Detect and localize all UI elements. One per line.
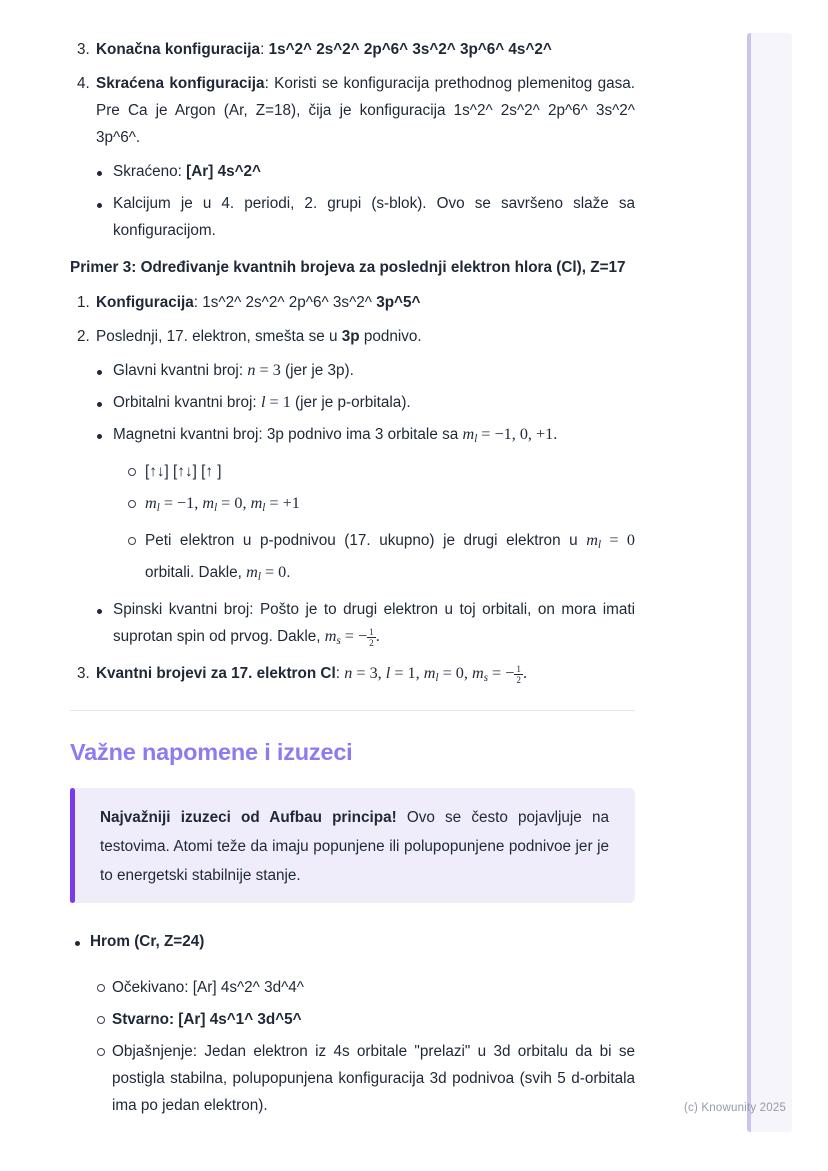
text-run: . bbox=[286, 564, 291, 582]
document-content bbox=[70, 36, 635, 1124]
rich-text bbox=[90, 928, 635, 955]
math-run: = 1 bbox=[265, 393, 291, 411]
math-subscript: s bbox=[336, 635, 341, 648]
math-variable: m bbox=[202, 494, 215, 513]
bold-text-run: Konfiguracija bbox=[96, 294, 194, 311]
math-subscript: l bbox=[435, 672, 439, 685]
rich-text bbox=[96, 660, 635, 692]
rich-text bbox=[145, 527, 635, 591]
circle-bullet-icon bbox=[97, 1048, 105, 1056]
math-variable: m bbox=[462, 425, 475, 443]
math-variable: n bbox=[247, 361, 256, 379]
math-subscript: l bbox=[214, 502, 218, 515]
bold-text-run: 3p^5^ bbox=[376, 294, 421, 311]
bold-paragraph bbox=[70, 254, 635, 281]
bullet-dot-icon bbox=[75, 941, 80, 946]
math-run: = +1 bbox=[265, 494, 300, 513]
math-subscript: l bbox=[156, 502, 160, 515]
math-subscript: l bbox=[474, 433, 478, 446]
list-number: 2. bbox=[77, 328, 90, 345]
bullet-list-item bbox=[70, 421, 635, 453]
callout bbox=[70, 788, 635, 903]
bullet-dot-icon bbox=[97, 434, 102, 439]
text-run: orbitali. Dakle, bbox=[145, 564, 247, 582]
math-subscript: l bbox=[262, 502, 266, 515]
list-marker bbox=[128, 490, 145, 517]
ordered-list-item bbox=[70, 289, 635, 316]
bullet-list-item bbox=[70, 357, 635, 384]
math-subscript: s bbox=[483, 672, 488, 685]
math-subscript: l bbox=[597, 539, 601, 552]
sub-bullet-item bbox=[70, 1038, 635, 1119]
math-run: = 0, bbox=[438, 664, 472, 683]
bold-text-run: 1s^2^ 2s^2^ 2p^6^ 3s^2^ 3p^6^ 4s^2^ bbox=[268, 41, 552, 58]
bold-text-run: Primer 3: Određivanje kvantnih brojeva za poslednji elektron hlora (Cl), Z=17 bbox=[70, 259, 626, 276]
circle-bullet-icon bbox=[128, 500, 136, 508]
ordered-list-item bbox=[70, 36, 635, 63]
rich-text bbox=[113, 389, 635, 416]
list-marker bbox=[97, 1038, 112, 1065]
text-run: (jer je p-orbitala). bbox=[290, 394, 411, 411]
fraction-numerator: 1 bbox=[516, 663, 521, 674]
rich-text bbox=[113, 158, 635, 185]
circle-bullet-icon bbox=[97, 984, 105, 992]
list-marker bbox=[75, 928, 90, 955]
rich-text bbox=[112, 1038, 635, 1119]
math-run: = − bbox=[487, 664, 515, 683]
math-variable: m bbox=[471, 664, 484, 683]
rich-text bbox=[96, 36, 635, 63]
bullet-list-item bbox=[70, 158, 635, 185]
text-run: : bbox=[335, 665, 345, 683]
list-marker bbox=[97, 357, 113, 384]
bold-text-run: Kvantni brojevi za 17. elektron Cl bbox=[96, 665, 336, 683]
sub-bullet-item bbox=[70, 1006, 635, 1033]
sub-bullet-item bbox=[70, 490, 635, 522]
text-run: Poslednji, 17. elektron, smešta se u bbox=[96, 328, 342, 345]
rich-text bbox=[145, 490, 635, 522]
text-run: Kalcijum je u 4. periodi, 2. grupi (s-blok). Ovo se savršeno slaže sa konfiguracijom. bbox=[113, 195, 635, 239]
circle-bullet-icon bbox=[128, 537, 136, 545]
fraction-denominator: 2 bbox=[369, 638, 374, 649]
list-marker bbox=[97, 596, 113, 623]
divider bbox=[70, 710, 635, 711]
bullet-list-item bbox=[70, 389, 635, 416]
text-run: Peti elektron u p-podnivou (17. ukupno) je drugi elektron u bbox=[145, 532, 587, 550]
bold-text-run: Hrom (Cr, Z=24) bbox=[90, 933, 205, 951]
rich-text bbox=[96, 70, 635, 151]
bold-text-run: [Ar] 4s^2^ bbox=[186, 163, 261, 180]
math-variable: m bbox=[586, 531, 598, 550]
math-run: = −1, bbox=[159, 494, 203, 513]
text-run: : bbox=[260, 41, 269, 58]
math-run: . bbox=[522, 664, 528, 683]
bold-text-run: Konačna konfiguracija bbox=[96, 41, 261, 58]
ordered-list-item bbox=[70, 660, 635, 692]
text-run: Glavni kvantni broj: bbox=[113, 362, 248, 379]
text-run: Spinski kvantni broj: Pošto je to drugi elektron u toj orbitali, on mora imati suprotan spin od prvog. Dakle, bbox=[113, 601, 635, 646]
fraction-numerator: 1 bbox=[369, 626, 374, 637]
fraction-denominator: 2 bbox=[516, 675, 521, 686]
math-run: = 0 bbox=[601, 531, 635, 550]
ordered-list-item bbox=[70, 70, 635, 151]
text-run: : 1s^2^ 2s^2^ 2p^6^ 3s^2^ bbox=[193, 294, 377, 311]
math-run: = 0, bbox=[217, 494, 251, 513]
callout-text bbox=[75, 788, 635, 903]
bullet-dot-icon bbox=[97, 171, 102, 176]
text-run: Magnetni kvantni broj: 3p podnivo ima 3 orbitale sa bbox=[113, 426, 463, 443]
list-marker bbox=[128, 527, 145, 554]
list-number: 3. bbox=[77, 665, 90, 683]
list-marker bbox=[97, 158, 113, 185]
math-variable: m bbox=[246, 563, 258, 582]
math-variable: m bbox=[423, 664, 436, 683]
bullet-list-item bbox=[70, 190, 635, 244]
list-marker bbox=[97, 974, 112, 1001]
section-heading bbox=[70, 737, 635, 767]
math-run: . bbox=[375, 627, 380, 646]
bullet-list-item bbox=[70, 928, 635, 955]
rich-text bbox=[145, 458, 635, 485]
fraction bbox=[514, 664, 523, 686]
rich-text bbox=[113, 596, 635, 655]
rich-text bbox=[96, 289, 635, 316]
text-run: : Koristi se konfiguracija prethodnog plemenitog gasa. Pre Ca je Argon (Ar, Z=18), čija je konfiguracija 1s^2^ 2s^2^ 2p^6^ 3s^2^ 3p^6^. bbox=[96, 75, 635, 146]
rich-text bbox=[112, 974, 635, 1001]
math-variable: m bbox=[250, 494, 263, 513]
text-run: Skraćeno: bbox=[113, 163, 187, 180]
bullet-dot-icon bbox=[97, 203, 102, 208]
list-number: 3. bbox=[77, 41, 90, 58]
text-run: Ovo se često pojavljuje na testovima. Atomi teže da imaju popunjene ili polupopunjene podnivoe jer je to energetski stabilnije stanje. bbox=[100, 809, 609, 885]
text-run: Objašnjenje: Jedan elektron iz 4s orbitale "prelazi" u 3d orbitalu da bi se postigla stabilna, polupopunjena konfiguracija 3d podnivoa (svih 5 d-orbitala ima po jedan elektron). bbox=[112, 1043, 635, 1115]
bullet-list-item bbox=[70, 596, 635, 655]
ordered-list-item bbox=[70, 323, 635, 350]
rich-text bbox=[112, 1006, 635, 1033]
math-variable: l bbox=[260, 393, 266, 411]
circle-bullet-icon bbox=[128, 468, 136, 476]
list-number: 1. bbox=[77, 294, 90, 311]
list-marker bbox=[128, 458, 145, 485]
list-marker bbox=[97, 190, 113, 217]
math-variable: m bbox=[324, 627, 337, 646]
text-run: (jer je 3p). bbox=[280, 362, 354, 379]
text-run: Važne napomene i izuzeci bbox=[70, 739, 353, 766]
math-run: = 3, bbox=[352, 664, 386, 683]
rich-text bbox=[113, 421, 635, 453]
sub-bullet-item bbox=[70, 974, 635, 1001]
fraction bbox=[367, 627, 376, 649]
bullet-dot-icon bbox=[97, 402, 102, 407]
bold-text-run: Stvarno: [Ar] 4s^1^ 3d^5^ bbox=[112, 1011, 302, 1029]
math-run: = 3 bbox=[255, 361, 281, 379]
math-variable: l bbox=[385, 664, 391, 683]
bullet-dot-icon bbox=[97, 609, 102, 614]
text-run: Orbitalni kvantni broj: bbox=[113, 394, 261, 411]
math-run: = 1, bbox=[390, 664, 424, 683]
list-marker bbox=[97, 421, 113, 448]
bold-text-run: 3p bbox=[341, 328, 360, 345]
math-run: = − bbox=[340, 627, 368, 646]
list-marker bbox=[97, 389, 113, 416]
sub-bullet-item bbox=[70, 527, 635, 591]
bullet-dot-icon bbox=[97, 370, 102, 375]
math-run: = −1, 0, +1. bbox=[477, 425, 558, 443]
rich-text bbox=[96, 323, 635, 350]
circle-bullet-icon bbox=[97, 1016, 105, 1024]
list-marker bbox=[97, 1006, 112, 1033]
list-number: 4. bbox=[77, 75, 90, 92]
text-run: [↑↓] [↑↓] [↑ ] bbox=[145, 463, 222, 481]
rich-text bbox=[113, 190, 635, 244]
rich-text bbox=[113, 357, 635, 384]
math-variable: m bbox=[145, 494, 157, 513]
math-run: = 0 bbox=[260, 563, 287, 582]
math-variable: n bbox=[344, 664, 353, 683]
copyright-watermark: (c) Knowunity 2025 bbox=[684, 1102, 787, 1114]
text-run: podnivo. bbox=[359, 328, 422, 345]
bold-text-run: Skraćena konfiguracija bbox=[96, 75, 265, 92]
text-run: Očekivano: [Ar] 4s^2^ 3d^4^ bbox=[112, 979, 304, 997]
page-edge-strip bbox=[747, 33, 792, 1132]
bold-text-run: Najvažniji izuzeci od Aufbau principa! bbox=[100, 809, 397, 827]
sub-bullet-item bbox=[70, 458, 635, 485]
math-subscript: l bbox=[257, 571, 261, 584]
